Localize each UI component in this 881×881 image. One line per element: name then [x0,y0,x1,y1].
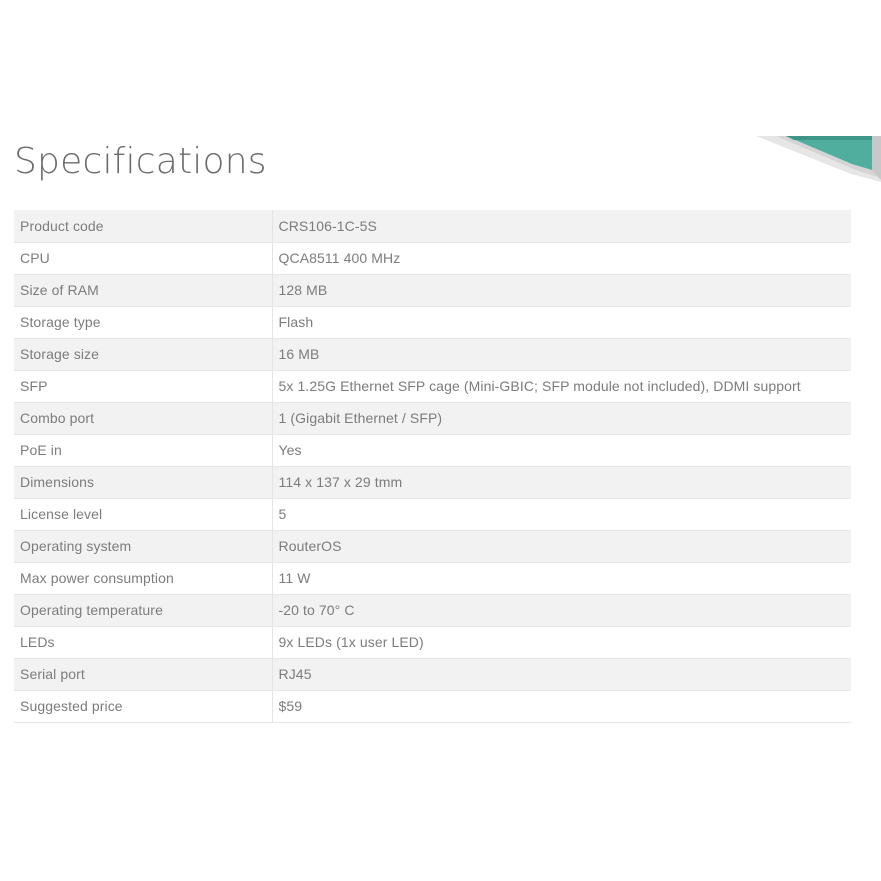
spec-value: 5x 1.25G Ethernet SFP cage (Mini-GBIC; SFP module not included), DDMI support [272,370,851,402]
spec-label: PoE in [14,434,272,466]
table-row [14,402,851,434]
spec-label: Operating system [14,530,272,562]
table-row [14,626,851,658]
table-row [14,370,851,402]
spec-value: RJ45 [272,658,851,690]
spec-label: SFP [14,370,272,402]
spec-label: Combo port [14,402,272,434]
spec-label: Operating temperature [14,594,272,626]
spec-value: RouterOS [272,530,851,562]
spec-value: 16 MB [272,338,851,370]
spec-label: Product code [14,210,272,242]
spec-value: 128 MB [272,274,851,306]
specifications-table [14,210,851,723]
spec-label: Storage size [14,338,272,370]
table-row [14,690,851,722]
spec-label: Dimensions [14,466,272,498]
spec-value: QCA8511 400 MHz [272,242,851,274]
spec-label: Suggested price [14,690,272,722]
spec-label: LEDs [14,626,272,658]
spec-value: 9x LEDs (1x user LED) [272,626,851,658]
spec-value: 5 [272,498,851,530]
product-image-corner [756,134,881,182]
spec-label: CPU [14,242,272,274]
spec-label: Serial port [14,658,272,690]
table-row [14,210,851,242]
table-row [14,562,851,594]
spec-value: $59 [272,690,851,722]
spec-label: Storage type [14,306,272,338]
page-title: Specifications [14,141,267,182]
spec-value: Yes [272,434,851,466]
spec-label: Size of RAM [14,274,272,306]
table-row [14,434,851,466]
spec-value: 11 W [272,562,851,594]
spec-value: Flash [272,306,851,338]
table-row [14,242,851,274]
spec-value: CRS106-1C-5S [272,210,851,242]
table-row [14,498,851,530]
table-row [14,466,851,498]
table-row [14,338,851,370]
table-row [14,594,851,626]
spec-value: -20 to 70° C [272,594,851,626]
spec-value: 114 x 137 x 29 tmm [272,466,851,498]
table-row [14,274,851,306]
spec-label: Max power consumption [14,562,272,594]
spec-label: License level [14,498,272,530]
table-row [14,530,851,562]
table-row [14,658,851,690]
table-row [14,306,851,338]
spec-value: 1 (Gigabit Ethernet / SFP) [272,402,851,434]
